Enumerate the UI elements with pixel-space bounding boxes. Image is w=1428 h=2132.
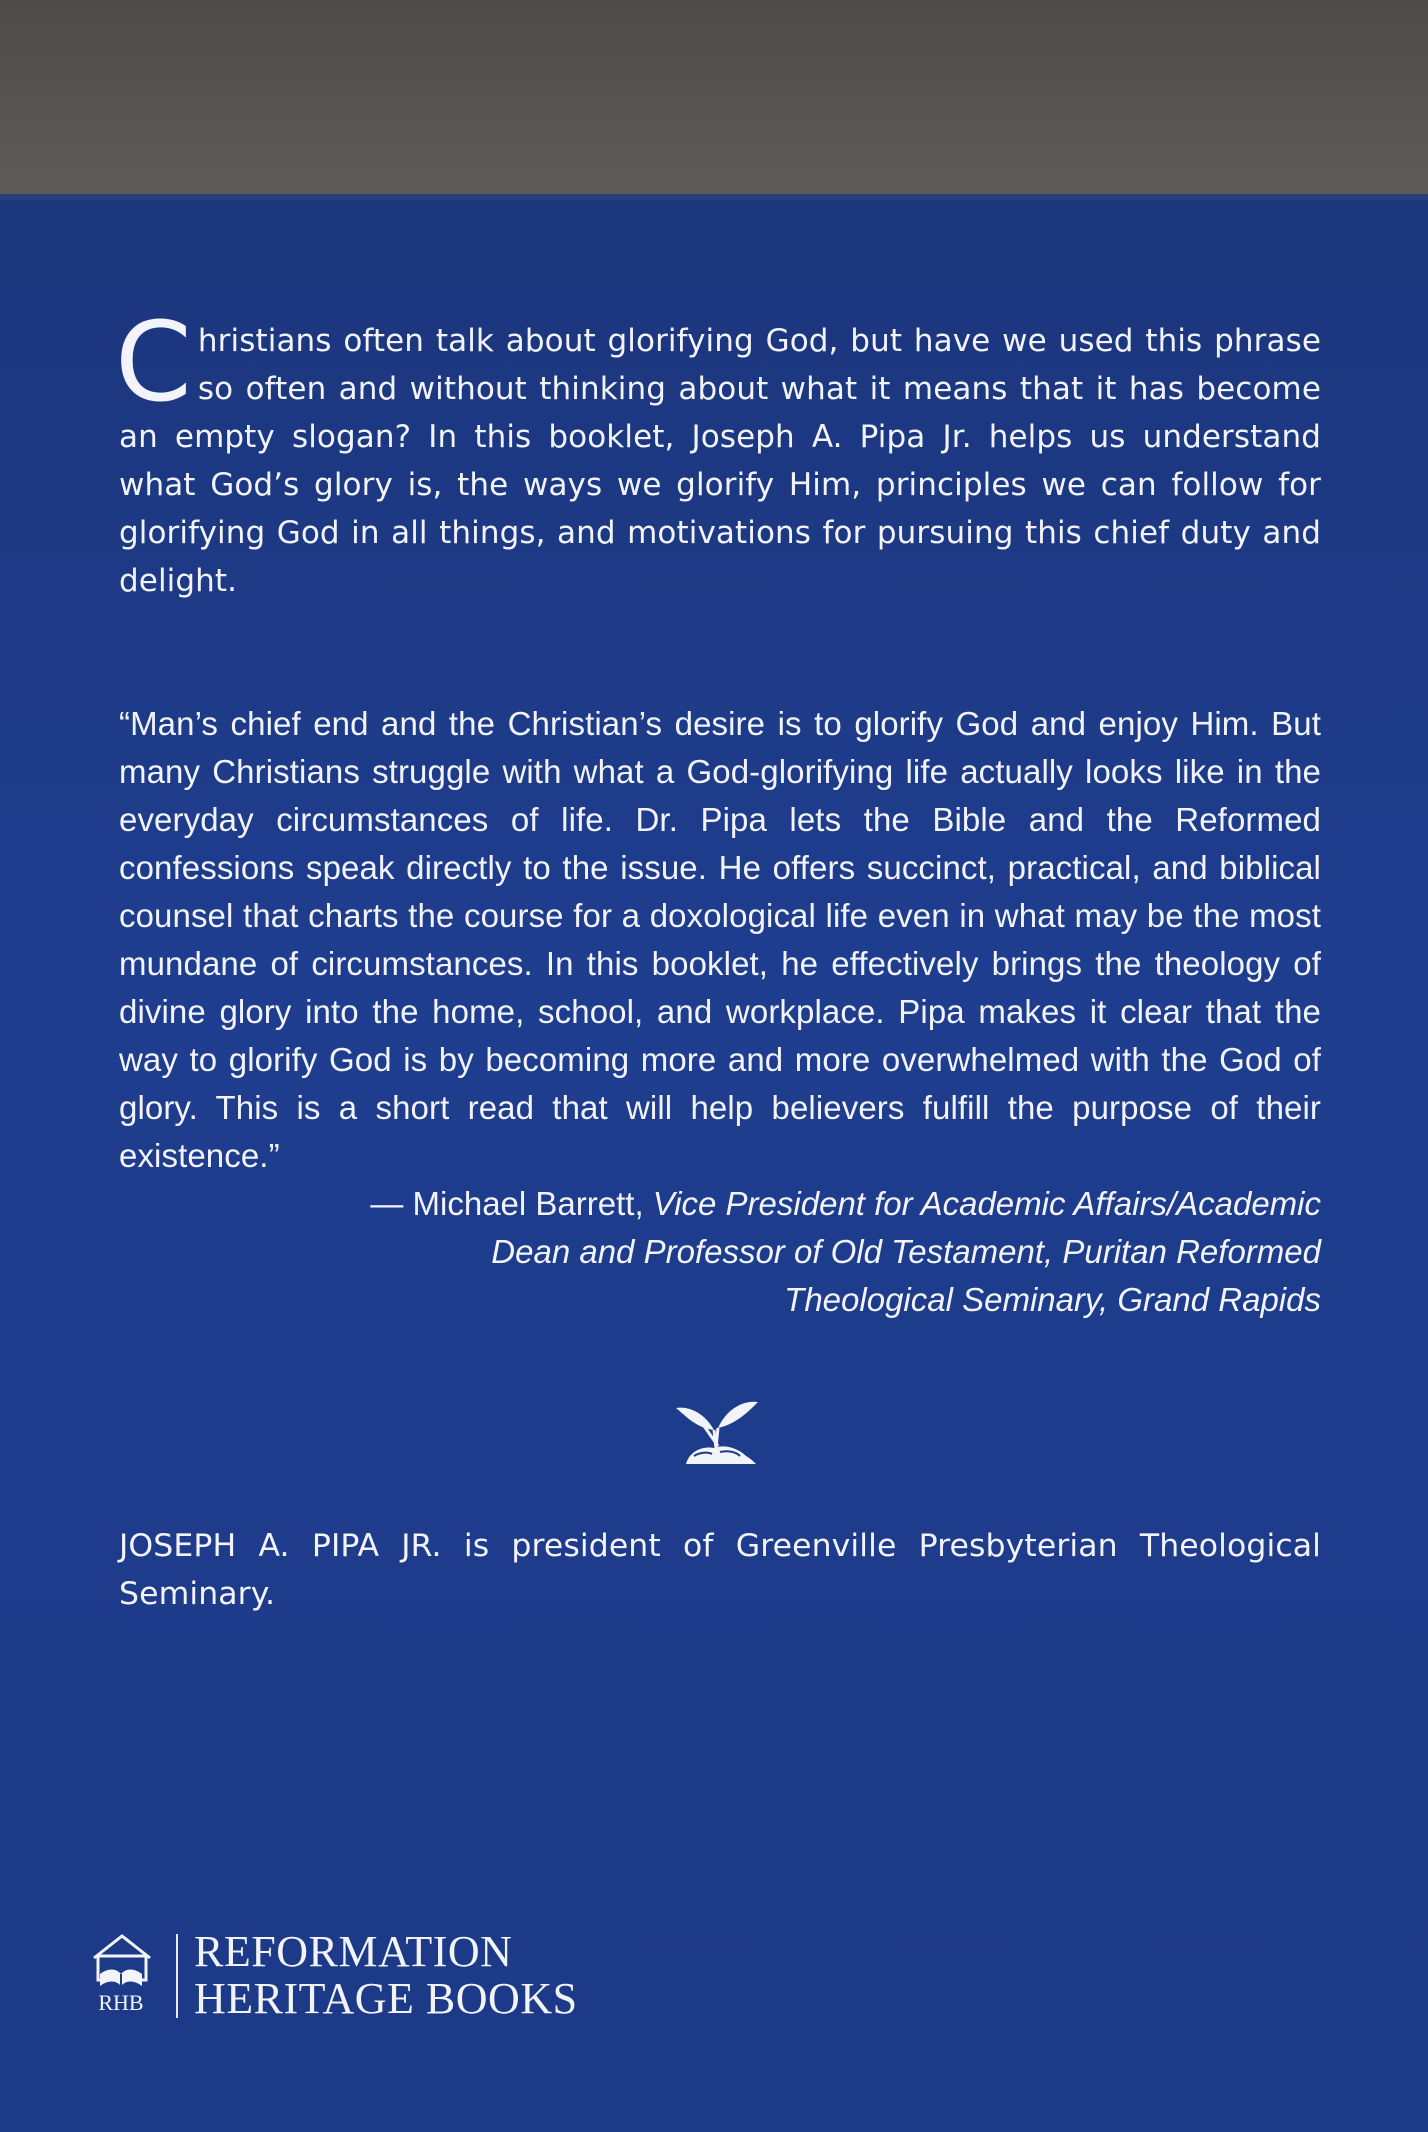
sprouting-plant-icon bbox=[674, 1390, 758, 1468]
endorser-name: — Michael Barrett, bbox=[370, 1185, 644, 1222]
drop-cap: C bbox=[115, 298, 192, 426]
top-gray-band bbox=[0, 0, 1428, 200]
publisher-logo bbox=[90, 1927, 650, 2030]
description-text: hristians often talk about glorifying God, but have we used this phrase so often and without thinking about what it means that it has become an empty slogan? In this booklet, Joseph A. Pipa Jr. helps us understand what God’s glory is, the ways we glorify Him, principles we can follow for glorifying God in all things, and motivations for pursuing this chief duty and delight. bbox=[119, 323, 1321, 599]
description-paragraph bbox=[115, 298, 1321, 605]
endorser-title-line-2: Dean and Professor of Old Testament, Puritan Reformed bbox=[491, 1233, 1321, 1270]
publisher-name-line-1: REFORMATION bbox=[194, 1927, 513, 1976]
endorser-title-line-1: Vice President for Academic Affairs/Academic bbox=[652, 1185, 1321, 1222]
publisher-name bbox=[194, 1928, 578, 2022]
publisher-abbreviation: RHB bbox=[98, 1990, 144, 2015]
author-bio: JOSEPH A. PIPA JR. is president of Greenville Presbyterian Theological Seminary. bbox=[119, 1528, 1321, 1612]
publisher-name-line-2: HERITAGE BOOKS bbox=[194, 1974, 578, 2023]
endorsement-attribution bbox=[119, 1180, 1321, 1324]
logo-divider bbox=[176, 1934, 178, 2018]
endorser-title-line-3: Theological Seminary, Grand Rapids bbox=[784, 1281, 1321, 1318]
endorsement-quote: “Man’s chief end and the Christian’s desire is to glorify God and enjoy Him. But many Christians struggle with what a God-glorifying life actually looks like in the everyday circumstances of life. Dr. Pipa lets the Bible and the Reformed confessions speak directly to the issue. He offers succinct, practical, and biblical counsel that charts the course for a doxological life even in what may be the most mundane of circumstances. In this booklet, he effectively brings the theology of divine glory into the home, school, and workplace. Pipa makes it clear that the way to glorify God is by becoming more and more overwhelmed with the God of glory. This is a short read that will help believers fulfill the purpose of their existence.” bbox=[119, 705, 1321, 1174]
